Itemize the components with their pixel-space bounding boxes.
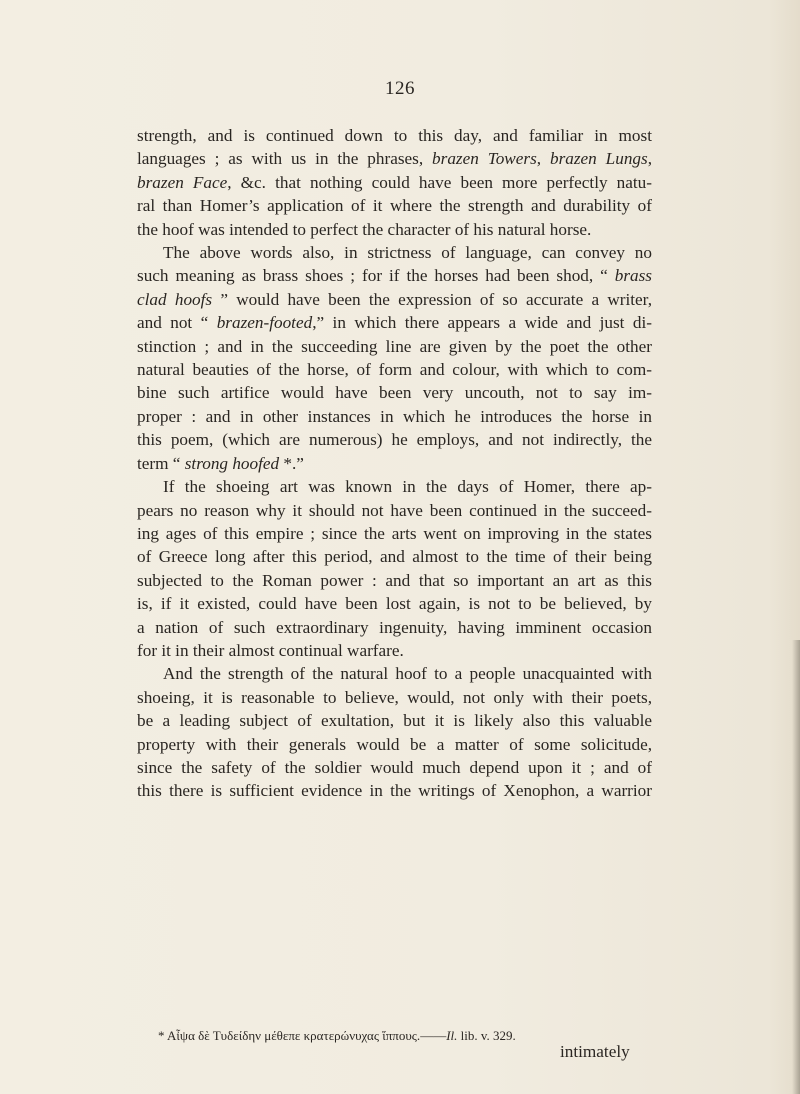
- text-line: And the strength of the natural hoof to a people unacquainted with: [163, 664, 652, 684]
- text-line: strength, and is continued down to this day, and familiar in most: [137, 126, 652, 145]
- text-line: shoeing, it is reasonable to believe, would, not only with their poets,: [137, 687, 652, 707]
- text-line: this poem, (which are numerous) he employs, and not indirectly, the: [137, 430, 652, 450]
- text-line: pears no reason why it should not have been continued in the succeed-: [137, 500, 652, 520]
- footnote-greek: Αἶψα δὲ Τυδείδην μέθεπε κρατερώνυχας ἵππους.: [167, 1028, 421, 1043]
- text-line: proper : and in other instances in which he introduces the horse in: [137, 406, 652, 426]
- page-number: 126: [385, 78, 415, 99]
- text-line: of Greece long after this period, and almost to the time of their being: [137, 547, 652, 567]
- text-line: and not “ brazen-footed,” in which there appears a wide and just di-: [137, 313, 652, 333]
- text-line: natural beauties of the horse, of form and colour, with which to com-: [137, 360, 652, 380]
- footnote-dash: ——: [420, 1028, 447, 1043]
- text-line: brazen Face, &c. that nothing could have been more perfectly natu-: [137, 172, 652, 192]
- text-line: is, if it existed, could have been lost again, is not to be believed, by: [137, 594, 652, 614]
- text-line: be a leading subject of exultation, but it is likely also this valuable: [137, 711, 652, 731]
- footnote-marker: *: [158, 1028, 165, 1043]
- text-line: the hoof was intended to perfect the character of his natural horse.: [137, 219, 592, 239]
- text-line: subjected to the Roman power : and that so important an art as this: [137, 570, 652, 590]
- catchword: intimately: [560, 1042, 630, 1061]
- text-line: stinction ; and in the succeeding line are given by the poet the other: [137, 336, 652, 356]
- text-line: this there is sufficient evidence in the writings of Xenophon, a warrior: [137, 781, 652, 801]
- text-line: bine such artifice would have been very uncouth, not to say im-: [137, 383, 652, 403]
- text-line: The above words also, in strictness of language, can convey no: [163, 243, 652, 263]
- page-edge-shadow: [792, 640, 800, 1094]
- text-line: for it in their almost continual warfare.: [137, 640, 404, 660]
- text-line: a nation of such extraordinary ingenuity, having imminent occasion: [137, 617, 652, 637]
- text-line: ral than Homer’s application of it where the strength and durability of: [137, 196, 652, 216]
- text-line: languages ; as with us in the phrases, brazen Towers, brazen Lungs,: [137, 149, 652, 169]
- text-line: clad hoofs ” would have been the expression of so accurate a writer,: [137, 289, 652, 309]
- text-line: property with their generals would be a matter of some solicitude,: [137, 734, 652, 754]
- text-line: since the safety of the soldier would much depend upon it ; and of: [137, 757, 652, 777]
- footnote-ref: lib. v. 329.: [457, 1028, 516, 1043]
- footnote-ref-italic: Il.: [446, 1028, 458, 1043]
- text-line: such meaning as brass shoes ; for if the horses had been shod, “ brass: [137, 266, 652, 286]
- text-line: ing ages of this empire ; since the arts went on improving in the states: [137, 523, 652, 543]
- text-line: term “ strong hoofed *.”: [137, 453, 304, 473]
- text-line: If the shoeing art was known in the days of Homer, there ap-: [163, 477, 652, 497]
- body-text: [137, 124, 652, 803]
